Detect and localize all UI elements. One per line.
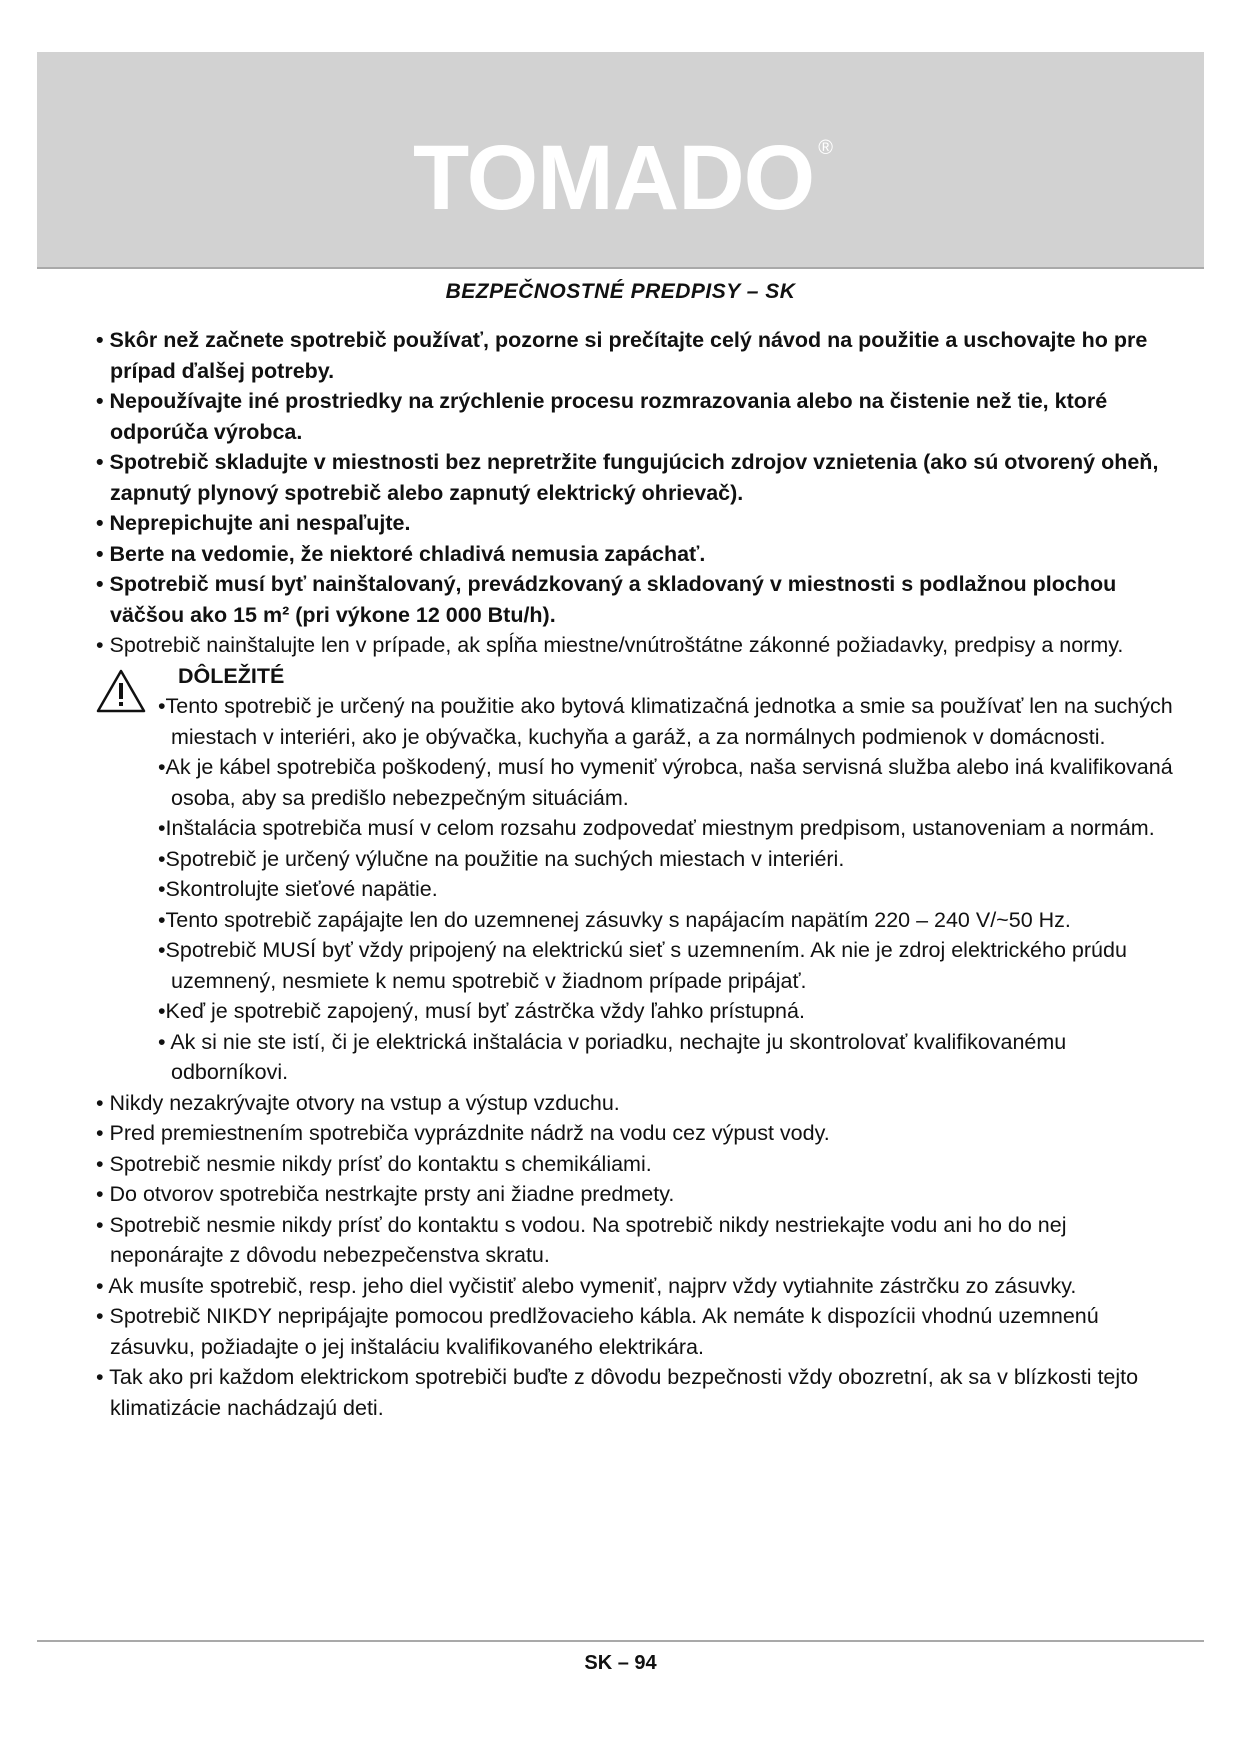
bullet-4: • Do otvorov spotrebiča nestrkajte prsty ani žiadne predmety. bbox=[96, 1182, 675, 1206]
header-band bbox=[37, 52, 1204, 269]
important-item-4: •Spotrebič je určený výlučne na použitie na suchých miestach v interiéri. bbox=[158, 846, 845, 871]
safety-content bbox=[96, 325, 1176, 1423]
important-item-3: •Inštalácia spotrebiča musí v celom rozsahu zodpovedať miestnym predpisom, ustanoveniam a normám. bbox=[158, 816, 1155, 840]
bold-bullet-3: • Spotrebič skladujte v miestnosti bez nepretržite fungujúcich zdrojov vznietenia (ako sú otvorený oheň, zapnutý plynový spotrebič alebo zapnutý elektrický ohrievač). bbox=[96, 450, 1159, 505]
bullet-2: • Pred premiestnením spotrebiča vyprázdnite nádrž na vodu cez výpust vody. bbox=[96, 1121, 830, 1145]
section-title: BEZPEČNOSTNÉ PREDPISY – SK bbox=[445, 280, 796, 303]
brand-logo: TOMADO ® bbox=[413, 127, 832, 229]
warning-triangle-icon bbox=[96, 669, 146, 713]
bold-bullet-2: • Nepoužívajte iné prostriedky na zrýchlenie procesu rozmrazovania alebo na čistenie než tie, ktoré odporúča výrobca. bbox=[96, 389, 1108, 444]
important-item-2: •Ak je kábel spotrebiča poškodený, musí ho vymeniť výrobca, naša servisná služba alebo iná kvalifikovaná osoba, aby sa predišlo nebezpečným situáciám. bbox=[158, 755, 1173, 810]
important-item-9: • Ak si nie ste istí, či je elektrická inštalácia v poriadku, nechajte ju skontrolovať kvalifikovanému odborníkovi. bbox=[158, 1029, 1067, 1084]
registered-mark: ® bbox=[818, 137, 832, 159]
bold-bullet-1: • Skôr než začnete spotrebič používať, pozorne si prečítajte celý návod na použitie a uschovajte ho pre prípad ďalšej potreby. bbox=[96, 328, 1148, 383]
bullet-6: • Ak musíte spotrebič, resp. jeho diel vyčistiť alebo vymeniť, najprv vždy vytiahnite zástrčku zo zásuvky. bbox=[96, 1273, 1077, 1298]
bold-bullet-6: • Spotrebič musí byť nainštalovaný, prevádzkovaný a skladovaný v miestnosti s podlažnou plochou väčšou ako 15 m² (pri výkone 12 000 Btu/h). bbox=[96, 572, 1117, 627]
important-block bbox=[96, 661, 1176, 1088]
bullet-1: • Nikdy nezakrývajte otvory na vstup a výstup vzduchu. bbox=[96, 1090, 620, 1115]
page-number: SK – 94 bbox=[584, 1652, 657, 1674]
bullet-7: • Spotrebič NIKDY nepripájajte pomocou predlžovacieho kábla. Ak nemáte k dispozícii vhodnú uzemnenú zásuvku, požiadajte o jej inštaláciu kvalifikovaného elektrikára. bbox=[96, 1304, 1099, 1359]
important-item-6: •Tento spotrebič zapájajte len do uzemnenej zásuvky s napájacím napätím 220 – 240 V/~50 Hz. bbox=[158, 907, 1071, 932]
important-item-8: •Keď je spotrebič zapojený, musí byť zástrčka vždy ľahko prístupná. bbox=[158, 999, 805, 1023]
important-item-1: •Tento spotrebič je určený na použitie ako bytová klimatizačná jednotka a smie sa používať len na suchých miestach v interiéri, ako je obývačka, kuchyňa a garáž, a za normálnych podmienok v domácnosti. bbox=[158, 694, 1173, 749]
important-title: DÔLEŽITÉ bbox=[178, 663, 285, 688]
bullet-5: • Spotrebič nesmie nikdy prísť do kontaktu s vodou. Na spotrebič nikdy nestriekajte vodu ani ho do nej neponárajte z dôvodu nebezpečenstva skratu. bbox=[96, 1212, 1067, 1267]
important-item-5: •Skontrolujte sieťové napätie. bbox=[158, 877, 438, 901]
bullet-3: • Spotrebič nesmie nikdy prísť do kontaktu s chemikáliami. bbox=[96, 1151, 652, 1176]
bold-bullet-5: • Berte na vedomie, že niektoré chladivá nemusia zapáchať. bbox=[96, 541, 706, 566]
important-item-7: •Spotrebič MUSÍ byť vždy pripojený na elektrickú sieť s uzemnením. Ak nie je zdroj elektrického prúdu uzemnený, nesmiete k nemu spotrebič v žiadnom prípade pripájať. bbox=[158, 938, 1127, 993]
bold-bullet-4: • Neprepichujte ani nespaľujte. bbox=[96, 511, 411, 535]
footer-divider bbox=[37, 1640, 1204, 1642]
bullet-8: • Tak ako pri každom elektrickom spotrebiči buďte z dôvodu bezpečnosti vždy obozretní, ak sa v blízkosti tejto klimatizácie nachádzajú deti. bbox=[96, 1365, 1139, 1420]
intro-bullet: • Spotrebič nainštalujte len v prípade, ak spĺňa miestne/vnútroštátne zákonné požiadavky, predpisy a normy. bbox=[96, 633, 1124, 657]
